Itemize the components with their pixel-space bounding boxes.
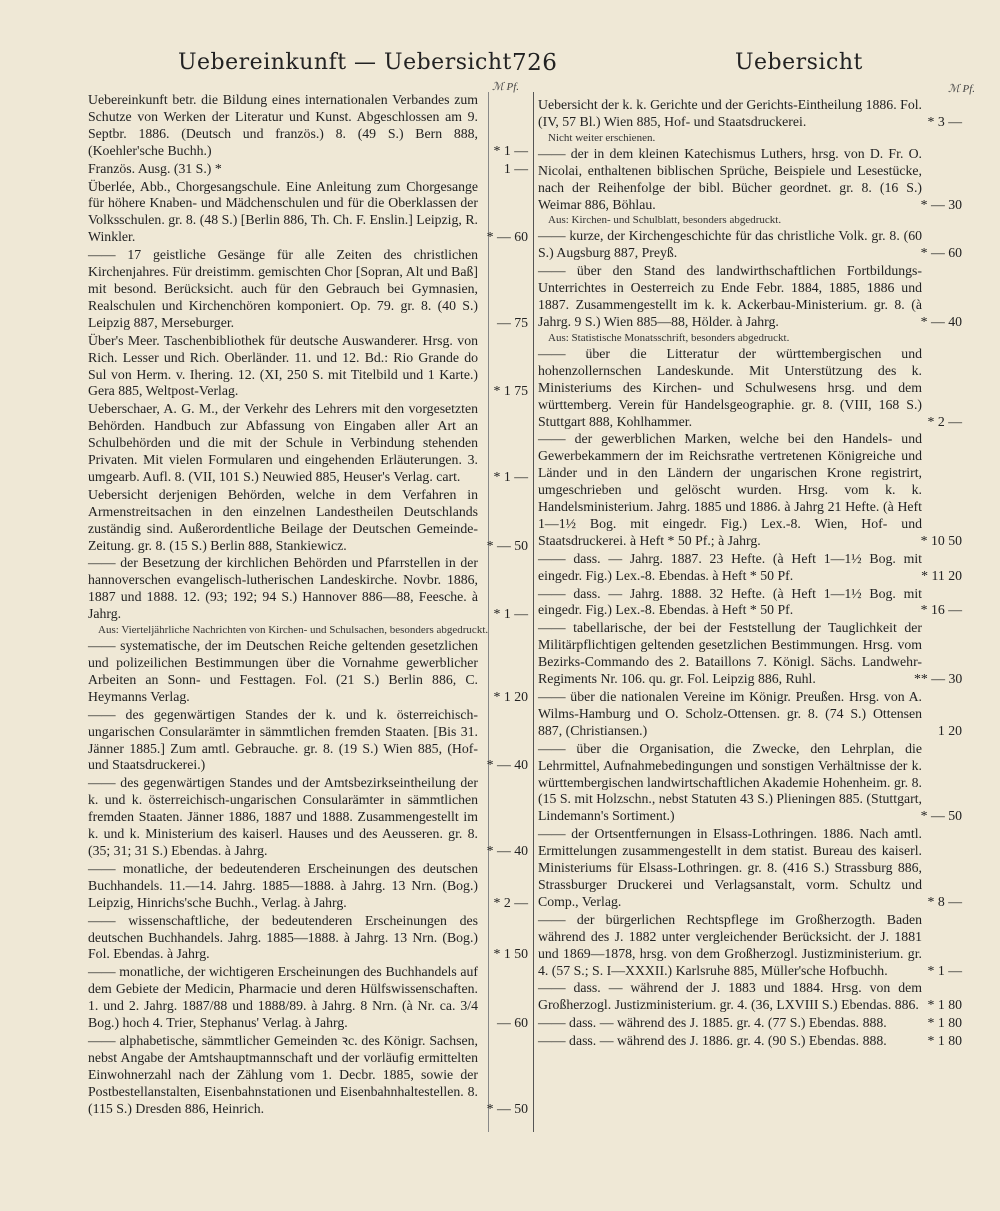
entry-price: * 10 50 — [920, 532, 962, 548]
entry-text: Uebersicht der k. k. Gerichte und der Gerichts-Eintheilung 1886. Fol. (IV, 57 Bl.) Wien 885, Hof- und Staatsdruckerei. — [538, 97, 922, 129]
entry-text: —— 17 geistliche Gesänge für alle Zeiten des christlichen Kirchenjahres. Für dreistimm. gemischten Chor [Sopran, Alt und Baß] mit besond. Berücksicht. auch für den Gebrauch bei Gymnasien, Realschulen und Kirchenchören komponiert. Op. 79. gr. 8. (40 S.) Leipzig 887, Merseburger. — [88, 247, 478, 330]
catalog-entry — [538, 980, 962, 1014]
catalog-entry — [538, 346, 962, 431]
entry-text: —— alphabetische, sämmtlicher Gemeinden ꝛc. des Königr. Sachsen, nebst Angabe der Amtshauptmannschaft und der vorläufig ermittelten Einwohnerzahl nach der Zählung vom 1. Decbr. 1885, sowie der Postbestellanstalten, Eisenbahnstationen und Eisenbahnhaltestellen. 8. (115 S.) Dresden 886, Heinrich. — [88, 1032, 478, 1116]
currency-label-right: ℳ Pf. — [948, 83, 976, 95]
entry-price: * — 50 — [486, 1100, 528, 1116]
entry-text: —— monatliche, der wichtigeren Erscheinungen des Buchhandels auf dem Gebiete der Medicin, Pharmacie und deren Hülfswissenschaften. 1. und 2. Jahrg. 1887/88 und 1888/89. à Jahrg. 8 Nrn. (à Nr. ca. 3/4 Bog.) hoch 4. Trier, Stephanus' Verlag. à Jahrg. — [88, 964, 478, 1031]
entry-text: —— der bürgerlichen Rechtspflege im Großherzogth. Baden während des J. 1882 unter vergleichender Berücksicht. der J. 1881 und 1869—1878, hrsg. von dem Großherzogl. Justizministerium. gr. 4. (57 S.; S. I—XXXII.) Karlsruhe 885, Müller'sche Hofbuchh. — [538, 911, 922, 978]
entry-price: * — 60 — [486, 229, 528, 245]
entry-text: Überlée, Abb., Chorgesangschule. Eine Anleitung zum Chorgesange für höhere Knaben- und Mädchenschulen und für die Oberklassen der Volksschulen. gr. 8. (48 S.) [Berlin 886, Th. Ch. F. Enslin.] Leipzig, R. Winkler. — [88, 178, 478, 245]
entry-price: 1 20 — [937, 722, 962, 738]
catalog-entry — [538, 97, 962, 145]
entry-price: * 1 80 — [927, 1033, 962, 1049]
entry-text: —— systematische, der im Deutschen Reiche geltenden gesetzlichen und polizeilichen Bestimmungen über die Vornahme gewerblicher Arbeiten an Sonn- und Festtagen. Fol. (21 S.) Berlin 886, C. Heymanns Verlag. — [88, 638, 478, 704]
entry-price: * — 50 — [920, 808, 962, 824]
entry-price: * 1 — — [493, 606, 528, 622]
catalog-entry — [538, 912, 962, 980]
entry-price: * 16 — — [920, 602, 962, 618]
entry-price: * 1 75 — [493, 383, 528, 399]
catalog-entry — [88, 179, 528, 247]
entry-note: Aus: Kirchen- und Schulblatt, besonders abgedruckt. — [548, 214, 782, 227]
entry-price: — 60 — [496, 1015, 528, 1031]
currency-label-left: ℳ Pf. — [492, 81, 520, 93]
entry-price: * 1 20 — [493, 688, 528, 704]
catalog-entry — [538, 1015, 962, 1032]
entry-price: * 1 — — [493, 142, 528, 158]
left-column — [88, 92, 528, 1118]
catalog-entry — [538, 689, 962, 740]
entry-text: —— der Ortsentfernungen in Elsass-Lothringen. 1886. Nach amtl. Ermittelungen zusammengestellt in dem statist. Bureau des kaiserl. Ministeriums für Elsass-Lothringen. gr. 8. (416 S.) Strassburg 886, Strassburger Druckerei und Verlagsanstalt, vorm. Schultz und Comp., Verlag. — [538, 826, 922, 909]
catalog-entry — [88, 555, 528, 637]
entry-price: * — 60 — [920, 245, 962, 261]
entry-text: —— des gegenwärtigen Standes der k. und k. österreichisch-ungarischen Consularämter in sämmtlichen fremden Staaten. [Bis 31. Jänner 1885.] Zum amtl. Gebrauche. gr. 8. (19 S.) Wien 885, (Hof- und Staatsdruckerei.) — [88, 706, 478, 773]
running-head-right: Uebersicht — [735, 50, 863, 75]
entry-price: * 8 — — [927, 893, 962, 909]
entry-text: Uebereinkunft betr. die Bildung eines internationalen Verbandes zum Schutze von Werken der Literatur und Kunst. Abgeschlossen am 9. Septbr. 1886. (Deutsch und französ.) 8. (49 S.) Bern 888, (Koehler'sche Buchh.) — [88, 92, 478, 158]
entry-price: * 11 20 — [921, 567, 962, 583]
catalog-entry — [88, 92, 528, 160]
catalog-entry — [88, 861, 528, 912]
catalog-entry — [538, 586, 962, 620]
entry-text: —— über die Organisation, die Zwecke, den Lehrplan, die Lehrmittel, Aufnahmebedingungen und sonstigen Verhältnisse der k. württembergischen landwirtschaftlichen Akademie Hohenheim. gr. 8. (15 S. mit Holzschn., nebst Statuten 43 S.) Plieningen 885. (Stuttgart, Lindemann's Sortiment.) — [538, 740, 922, 824]
entry-price: ** — 30 — [914, 671, 963, 687]
entry-text: —— tabellarische, der bei der Feststellung der Tauglichkeit der Militärpflichtigen geltenden gesetzlichen Bestimmungen. Hrsg. vom Bezirks-Commando des 2. Bataillons 7. Königl. Sächs. Landwehr-Regiments Nr. 106. qu. gr. Fol. Leipzig 886, Ruhl. — [538, 620, 922, 687]
entry-price: * 1 50 — [493, 946, 528, 962]
entry-text: —— kurze, der Kirchengeschichte für das christliche Volk. gr. 8. (60 S.) Augsburg 887, Preyß. — [538, 228, 922, 261]
entry-note: Aus: Statistische Monatsschrift, besonders abgedruckt. — [548, 331, 790, 344]
page-number: 726 — [512, 50, 558, 76]
catalog-entry — [538, 228, 962, 262]
catalog-entry — [88, 913, 528, 964]
entry-text: —— über die Litteratur der württembergischen und hohenzollernschen Landeskunde. Mit Unterstützung des k. Ministeriums des Kirchen- und Schulwesens hrsg. und dem württemberg. Verein für Handelsgeographie. gr. 8. (VIII, 168 S.) Stuttgart 888, Kohlhammer. — [538, 345, 922, 429]
entry-text: —— der Besetzung der kirchlichen Behörden und Pfarrstellen in der hannoverschen evangelisch-lutherischen Landeskirche. Novbr. 1886, 1887 und 1888. 12. (93; 192; 94 S.) Hannover 886—88, Feesche. à Jahrg. — [88, 555, 478, 622]
catalog-entry — [538, 551, 962, 585]
running-head-left: Uebereinkunft — Uebersicht — [178, 50, 512, 75]
entry-text: —— dass. — während des J. 1885. gr. 4. (77 S.) Ebendas. 888. — [538, 1015, 887, 1031]
entry-price: — 75 — [496, 314, 528, 330]
catalog-entry — [88, 638, 528, 706]
entry-price: * 1 80 — [927, 1015, 962, 1031]
entry-price: * 1 80 — [927, 997, 962, 1013]
entry-text: —— wissenschaftliche, der bedeutenderen Erscheinungen des deutschen Buchhandels. Jahrg. 1885—1888. à Jahrg. 13 Nrn. (Bog.) Fol. Ebendas. à Jahrg. — [88, 912, 478, 962]
catalog-entry — [88, 401, 528, 486]
entry-text: Ueberschaer, A. G. M., der Verkehr des Lehrers mit den vorgesetzten Behörden. Handbuch zur Abfassung von Eingaben aller Art an Schulbehörden und die mit der Schule in Verbindung stehenden Privaten. Mit vielen Formularen und eingehenden Erläuterungen. 3. umgearb. Aufl. 8. (VII, 101 S.) Neuwied 885, Heuser's Verlag. cart. — [88, 401, 478, 484]
catalog-entry — [538, 826, 962, 911]
catalog-entry — [88, 1033, 528, 1118]
entry-text: Französ. Ausg. (31 S.) * — [88, 160, 222, 176]
entry-text: —— dass. — Jahrg. 1888. 32 Hefte. (à Heft 1—1½ Bog. mit eingedr. Fig.) Lex.-8. Ebendas. à Heft * 50 Pf. — [538, 585, 922, 618]
catalog-entry — [88, 775, 528, 860]
entry-text: —— des gegenwärtigen Standes und der Amtsbezirkseintheilung der k. und k. österreichisch-ungarischen Consularämter in sämmtlichen fremden Staaten. Jänner 1886, 1887 und 1888. Zusammengestellt im k. und k. Ministerium des kaiserl. Hauses und des Aeusseren. gr. 8. (35; 31; 31 S.) Ebendas. à Jahrg. — [88, 775, 478, 858]
entry-text: —— über den Stand des landwirthschaftlichen Fortbildungs-Unterrichtes in Oesterreich zu Ende Febr. 1884, 1885, 1886 und 1887. Zusammengestellt im k. k. Ackerbau-Ministerium. gr. 8. (à Jahrg. 9 S.) Wien 885—88, Hölder. à Jahrg. — [538, 263, 922, 329]
entry-price: * — 30 — [920, 196, 962, 212]
entry-text: —— der in dem kleinen Katechismus Luthers, hrsg. von D. Fr. O. Nicolai, enthaltenen biblischen Sprüche, Beispiele und Lesestücke, nach der Reihenfolge der bibl. Bücher geordnet. gr. 8. (16 S.) Weimar 886, Böhlau. — [538, 145, 922, 212]
entry-price: * 1 — — [493, 468, 528, 484]
entry-price: * 2 — — [927, 413, 962, 429]
entry-price: * — 40 — [486, 842, 528, 858]
entry-price: * — 50 — [486, 537, 528, 553]
catalog-entry — [88, 487, 528, 555]
entry-price: * 3 — — [927, 113, 962, 129]
entry-price: * 1 — — [927, 962, 962, 978]
catalog-entry — [88, 333, 528, 401]
catalog-entry — [88, 707, 528, 775]
catalog-entry — [538, 146, 962, 228]
entry-price: * 2 — — [493, 894, 528, 910]
entry-text: —— der gewerblichen Marken, welche bei den Handels- und Gewerbekammern der im Reichsrathe vertretenen Königreiche und Länder und in den Ländern der ungarischen Krone registrirt, umgeschrieben und gelöscht wurden. Hrsg. vom k. k. Handelsministerium. Jahrg. 1885 und 1886. à Jahrg 21 Hefte. (à Heft 1—1½ Bog. mit eingedr. Fig.) Lex.-8. Wien, Hof- und Staatsdruckerei. à Heft * 50 Pf.; à Jahrg. — [538, 431, 922, 548]
catalog-entry — [538, 1033, 962, 1050]
entry-text: —— dass. — während des J. 1886. gr. 4. (90 S.) Ebendas. 888. — [538, 1033, 887, 1049]
catalog-entry — [88, 964, 528, 1032]
entry-price: * — 40 — [920, 313, 962, 329]
entry-text: —— über die nationalen Vereine im Königr. Preußen. Hrsg. von A. Wilms-Hamburg und O. Scholz-Ottensen. gr. 8. (74 S.) Ottensen 887, (Christiansen.) — [538, 689, 922, 738]
entry-text: Uebersicht derjenigen Behörden, welche in dem Verfahren in Armenstreitsachen in den einzelnen Landestheilen Deutschlands zuständig sind. Außerordentliche Beilage der Deutschen Gemeinde-Zeitung. gr. 8. (15 S.) Berlin 888, Stankiewicz. — [88, 486, 478, 553]
catalog-entry — [538, 431, 962, 549]
entry-text: —— dass. — Jahrg. 1887. 23 Hefte. (à Heft 1—1½ Bog. mit eingedr. Fig.) Lex.-8. Ebendas. à Heft * 50 Pf. — [538, 550, 922, 583]
entry-text: —— dass. — während der J. 1883 und 1884. Hrsg. von dem Großherzogl. Justizministerium. gr. 4. (36, LXVIII S.) Ebendas. 886. — [538, 980, 922, 1013]
right-column — [538, 97, 962, 1051]
entry-text: Über's Meer. Taschenbibliothek für deutsche Auswanderer. Hrsg. von Rich. Lesser und Rich. Oberländer. 11. und 12. Bd.: Rio Grande do Sul von Herm. v. Ihering. 12. (XI, 250 S. mit Titelbild und 1 Karte.) Gera 885, Weltpost-Verlag. — [88, 332, 478, 399]
entry-price: * — 40 — [486, 757, 528, 773]
catalog-entry — [538, 263, 962, 345]
catalog-entry — [538, 741, 962, 826]
catalog-entry — [88, 161, 528, 178]
entry-price: 1 — — [503, 160, 528, 176]
catalog-entry — [88, 247, 528, 332]
entry-note: Nicht weiter erschienen. — [548, 131, 656, 144]
catalog-entry — [538, 620, 962, 688]
column-divider — [533, 92, 534, 1132]
entry-text: —— monatliche, der bedeutenderen Erscheinungen des deutschen Buchhandels. 11.—14. Jahrg. 1885—1888. à Jahrg. 13 Nrn. (Bog.) Leipzig, Hinrichs'sche Buchh., Verlag. à Jahrg. — [88, 860, 478, 910]
entry-note: Aus: Vierteljährliche Nachrichten von Kirchen- und Schulsachen, besonders abgedruckt. — [98, 624, 489, 637]
